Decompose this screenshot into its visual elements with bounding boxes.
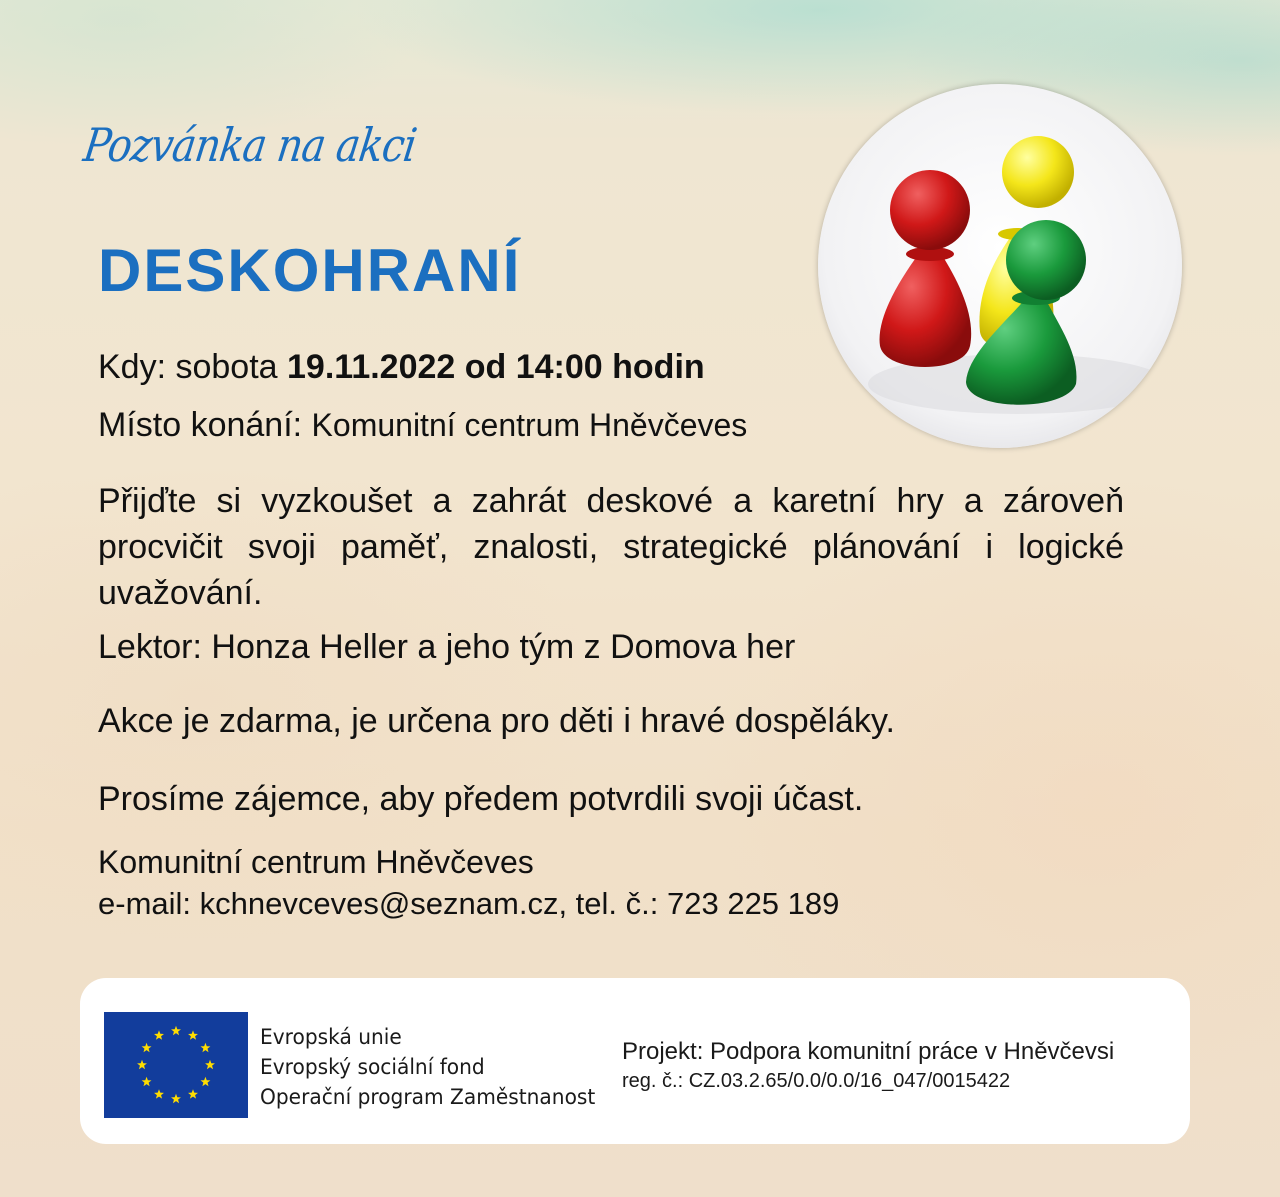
- eu-star-icon: [154, 1089, 164, 1098]
- event-place-label: Místo konání:: [98, 406, 312, 444]
- contact-details: e-mail: kchnevceves@seznam.cz, tel. č.: 723 225 189: [98, 886, 840, 921]
- eu-star-icon: [188, 1089, 198, 1098]
- eu-star-icon: [154, 1030, 164, 1039]
- game-pawns-image: [818, 84, 1182, 448]
- event-title: DESKOHRANÍ: [98, 237, 522, 304]
- eu-star-icon: [188, 1030, 198, 1039]
- event-rsvp-note: Prosíme zájemce, aby předem potvrdili svoji účast.: [98, 780, 864, 818]
- invitation-subtitle: Pozvánka na akci: [80, 118, 420, 172]
- eu-star-icon: [137, 1060, 147, 1069]
- project-registration: reg. č.: CZ.03.2.65/0.0/0.0/16_047/0015422: [622, 1070, 1011, 1092]
- event-lector: Lektor: Honza Heller a jeho tým z Domova her: [98, 628, 796, 666]
- contact-organization: Komunitní centrum Hněvčeves: [98, 844, 534, 880]
- event-description: Přijďte si vyzkoušet a zahrát deskové a karetní hry a zároveň procvičit svoji paměť, znalosti, strategické plánování i logické uvažování.: [98, 482, 1124, 612]
- eu-star-icon: [205, 1060, 215, 1069]
- eu-star-icon: [142, 1077, 152, 1086]
- event-date-value: 19.11.2022 od 14:00 hodin: [287, 348, 705, 386]
- footer-sponsor-box: [80, 978, 1190, 1144]
- event-date-line: [98, 348, 705, 387]
- event-place-value: Komunitní centrum Hněvčeves: [311, 407, 748, 443]
- eu-line: Evropská unie: [260, 1025, 402, 1049]
- eu-flag-icon: [104, 1012, 248, 1118]
- eu-star-icon: [142, 1043, 152, 1052]
- eu-star-icon: [171, 1094, 181, 1103]
- project-name: Projekt: Podpora komunitní práce v Hněvčevsi: [622, 1038, 1115, 1065]
- event-date-label: Kdy: sobota: [98, 348, 288, 386]
- eu-star-icon: [171, 1026, 181, 1035]
- eu-program-text: [260, 1022, 595, 1112]
- event-admission-note: Akce je zdarma, je určena pro děti i hravé dospěláky.: [98, 702, 895, 740]
- eu-line: Evropský sociální fond: [260, 1055, 485, 1079]
- eu-star-icon: [201, 1077, 211, 1086]
- event-place-line: [98, 406, 747, 445]
- eu-line: Operační program Zaměstnanost: [260, 1085, 596, 1109]
- eu-star-icon: [201, 1043, 211, 1052]
